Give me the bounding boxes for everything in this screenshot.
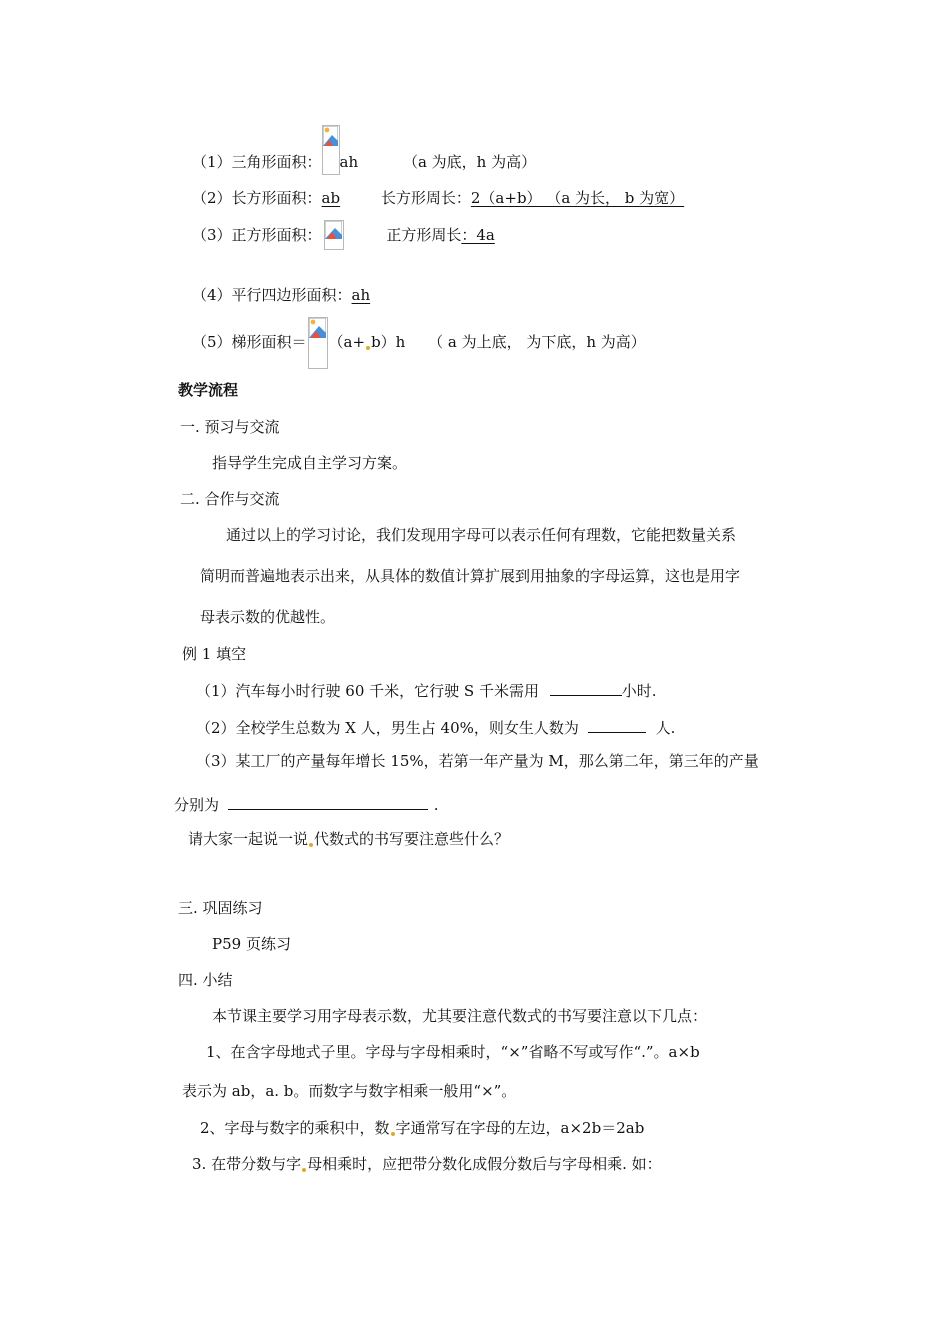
section-3-heading: 三. 巩固练习 <box>178 899 263 917</box>
section-4-heading: 四. 小结 <box>178 971 233 989</box>
rule-3: 3. 在带分数与字 母相乘时，应把带分数化成假分数后与字母相乘. 如： <box>192 1155 662 1173</box>
formula-trapezoid <box>192 332 646 353</box>
square-perimeter-answer: ：4a <box>461 226 495 244</box>
mark-dot <box>391 1132 395 1136</box>
formula-parallelogram <box>192 285 370 305</box>
formula-label: （3）正方形面积： <box>192 226 322 244</box>
mark-dot <box>309 843 313 847</box>
flow-title: 教学流程 <box>178 381 239 399</box>
rect-perimeter-answer: 2（a+b） （a 为长， b 为宽） <box>470 189 685 207</box>
rule-2: 2、字母与数字的乘积中，数 字通常写在字母的左边，a×2b＝2ab <box>200 1119 645 1137</box>
rule-1-line-2: 表示为 ab，a. b。而数字与数字相乘一般用“×”。 <box>182 1082 517 1100</box>
section-2-paragraph-line-3: 母表示数的优越性。 <box>200 608 336 626</box>
example-question-2: （2）全校学生总数为 X 人，男生占 40%，则女生人数为 人. <box>196 716 675 738</box>
mark-dot <box>366 346 370 350</box>
formula-label: （2）长方形面积： <box>192 189 322 207</box>
answer-blank[interactable] <box>588 716 646 733</box>
broken-image-icon <box>309 318 326 338</box>
formula-note: （a 为底，h 为高） <box>402 153 537 171</box>
mark-dot <box>302 1168 306 1172</box>
square-area-image <box>322 226 344 246</box>
discussion-prompt: 请大家一起说一说 代数式的书写要注意些什么？ <box>188 830 510 848</box>
section-3-body: P59 页练习 <box>212 935 291 953</box>
section-2-heading: 二. 合作与交流 <box>180 490 280 508</box>
formula-rectangle <box>192 188 684 208</box>
example-question-1: （1）汽车每小时行驶 60 千米，它行驶 S 千米需用 小时. <box>196 679 657 701</box>
formula-label: （4）平行四边形面积： <box>192 286 352 304</box>
example-question-3-line-1: （3）某工厂的产量每年增长 15%，若第一年产量为 M，那么第二年，第三年的产量 <box>196 752 759 770</box>
fraction-image <box>307 333 329 353</box>
example-title: 例 1 填空 <box>182 645 247 663</box>
section-2-paragraph-line-2: 简明而普遍地表示出来，从具体的数值计算扩展到用抽象的字母运算，这也是用字 <box>200 567 741 585</box>
section-4-intro: 本节课主要学习用字母表示数，尤其要注意代数式的书写要注意以下几点： <box>212 1007 708 1025</box>
fraction-image <box>322 139 340 187</box>
example-question-3-line-2: 分别为 . <box>174 793 439 815</box>
formula-triangle-area <box>192 139 536 187</box>
formula-note: （ a 为上底， 为下底，h 为高） <box>428 333 646 351</box>
formula-label: （1）三角形面积： <box>192 153 322 171</box>
broken-image-icon <box>323 126 338 146</box>
rule-1-line-1: 1、在含字母地式子里。字母与字母相乘时，“×”省略不写或写作“.”。a×b <box>206 1043 700 1061</box>
formula-label: （5）梯形面积＝ <box>192 333 307 351</box>
answer-blank[interactable] <box>550 679 622 696</box>
trapezoid-expr-a: （a+ <box>328 333 366 351</box>
section-1-heading: 一. 预习与交流 <box>180 418 280 436</box>
answer-blank[interactable] <box>228 793 428 810</box>
rect-area-answer: ab <box>321 189 341 207</box>
section-2-paragraph-line-1: 通过以上的学习讨论，我们发现用字母可以表示任何有理数，它能把数量关系 <box>226 526 737 544</box>
section-1-body: 指导学生完成自主学习方案。 <box>212 454 408 472</box>
formula-var: ah <box>339 153 359 171</box>
broken-image-icon <box>325 221 342 239</box>
formula-square <box>192 225 495 246</box>
parallelogram-area-answer: ah <box>351 286 371 304</box>
rect-perimeter-label: 长方形周长： <box>380 189 471 207</box>
square-perimeter-label: 正方形周长 <box>386 226 462 244</box>
trapezoid-expr-b: b）h <box>371 333 406 351</box>
